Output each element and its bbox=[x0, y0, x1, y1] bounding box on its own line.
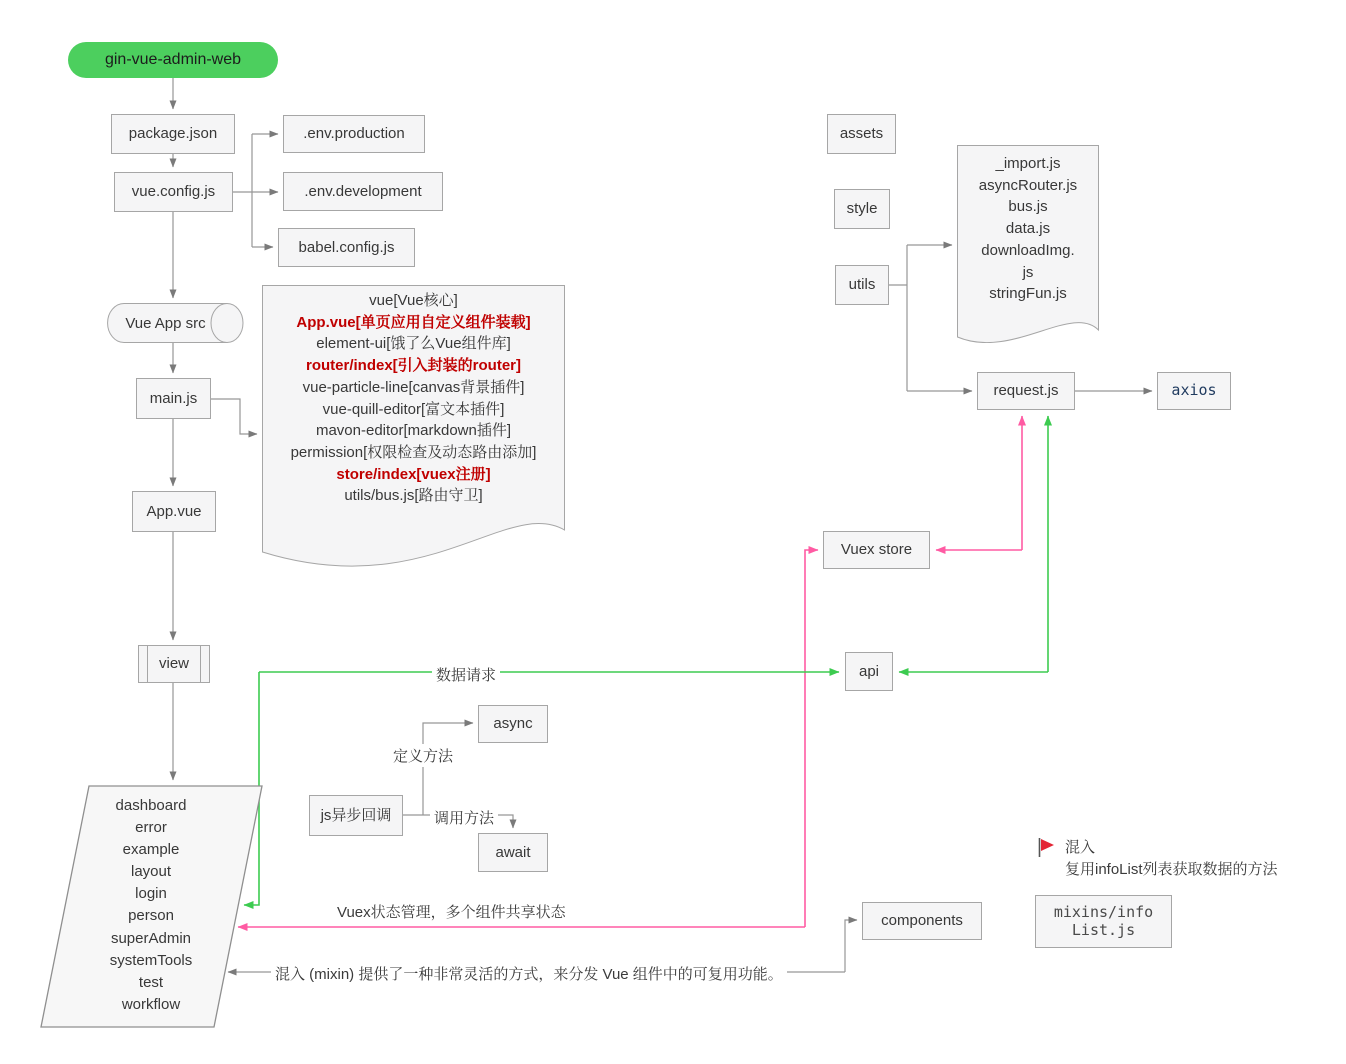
label-define-method: 定义方法 bbox=[389, 744, 457, 767]
main-doc-line: mavon-editor[markdown插件] bbox=[315, 422, 512, 440]
views-list bbox=[40, 795, 262, 1016]
app-vue-label: App.vue bbox=[146, 502, 202, 520]
style-label: style bbox=[846, 200, 878, 218]
node-env-development bbox=[283, 172, 443, 211]
utils-doc-line: _import.js bbox=[995, 155, 1061, 172]
edge-views-vuexstore bbox=[805, 550, 818, 927]
node-await bbox=[478, 833, 548, 872]
label-mixin-note: 混入 (mixin) 提供了一种非常灵活的方式，来分发 Vue 组件中的可复用功能。 bbox=[271, 962, 787, 985]
node-components bbox=[862, 902, 982, 940]
views-item: dashboard bbox=[115, 797, 187, 814]
utils-doc-line: asyncRouter.js bbox=[978, 176, 1078, 194]
node-utils bbox=[835, 265, 889, 305]
components-label: components bbox=[881, 912, 963, 930]
main-doc-text bbox=[262, 290, 565, 507]
views-item: login bbox=[135, 885, 167, 903]
node-async bbox=[478, 705, 548, 743]
js-callback-label: js异步回调 bbox=[320, 806, 392, 824]
utils-doc-line: data.js bbox=[1005, 220, 1051, 238]
views-item: layout bbox=[130, 863, 172, 881]
views-item: example bbox=[122, 841, 180, 859]
node-style bbox=[834, 189, 890, 229]
node-mixins-infolist bbox=[1035, 895, 1172, 948]
edge-mixin-components bbox=[845, 920, 857, 972]
utils-doc-line: js bbox=[1022, 263, 1034, 281]
node-babel-config-js bbox=[278, 228, 415, 267]
views-item: systemTools bbox=[109, 951, 193, 969]
label-vuex-note: Vuex状态管理，多个组件共享状态 bbox=[337, 904, 566, 921]
main-doc-line: store/index[vuex注册] bbox=[336, 465, 491, 483]
await-label: await bbox=[495, 843, 531, 861]
node-gin-vue-admin-web bbox=[68, 42, 278, 78]
label-data-request: 数据请求 bbox=[432, 663, 500, 686]
views-item: test bbox=[138, 973, 164, 991]
flag-icon bbox=[1037, 837, 1057, 859]
mixins-line1: mixins/info bbox=[1053, 903, 1154, 922]
utils-label: utils bbox=[848, 276, 876, 294]
label-call-method: 调用方法 bbox=[430, 806, 498, 829]
views-item: person bbox=[128, 907, 174, 925]
utils-doc-text bbox=[957, 153, 1099, 305]
views-item: error bbox=[135, 819, 167, 837]
node-axios bbox=[1157, 372, 1231, 410]
main-doc-line: utils/bus.js[路由守卫] bbox=[344, 487, 483, 505]
env-production-label: .env.production bbox=[303, 125, 405, 143]
vuex-store-label: Vuex store bbox=[840, 541, 913, 559]
main-doc-line: router/index[引入封装的router] bbox=[305, 357, 521, 375]
node-main-js bbox=[136, 378, 211, 419]
flag-note bbox=[1065, 837, 1278, 881]
main-doc-line: element-ui[饿了么Vue组件库] bbox=[316, 335, 511, 353]
api-label: api bbox=[858, 662, 880, 680]
babel-config-label: babel.config.js bbox=[298, 238, 395, 256]
node-env-production bbox=[283, 115, 425, 153]
view-inner-rails bbox=[147, 646, 201, 682]
views-item: workflow bbox=[121, 995, 181, 1013]
vue-config-label: vue.config.js bbox=[131, 183, 216, 201]
package-json-label: package.json bbox=[128, 125, 218, 143]
main-doc-line: permission[权限检查及动态路由添加] bbox=[290, 443, 537, 461]
request-js-label: request.js bbox=[993, 382, 1059, 400]
main-js-label: main.js bbox=[149, 389, 198, 407]
main-doc-line: vue[Vue核心] bbox=[369, 292, 458, 309]
node-api bbox=[845, 652, 893, 691]
node-js-callback bbox=[309, 795, 403, 836]
root-label: gin-vue-admin-web bbox=[104, 51, 242, 68]
node-request-js bbox=[977, 372, 1075, 410]
utils-doc-line: downloadImg. bbox=[981, 241, 1075, 259]
views-item: superAdmin bbox=[110, 929, 192, 947]
main-doc-line: vue-quill-editor[富文本插件] bbox=[322, 400, 505, 418]
node-app-vue bbox=[132, 491, 216, 532]
mixins-line2: List.js bbox=[1071, 920, 1136, 939]
assets-label: assets bbox=[839, 125, 884, 143]
main-doc-line: App.vue[单页应用自定义组件装载] bbox=[296, 313, 531, 331]
utils-doc-line: bus.js bbox=[1008, 198, 1048, 216]
flag-note-title: 混入 bbox=[1065, 839, 1096, 856]
utils-doc-line: stringFun.js bbox=[989, 285, 1067, 303]
env-development-label: .env.development bbox=[304, 182, 422, 200]
edge-define-async bbox=[423, 723, 473, 815]
edge-mainjs-doc bbox=[211, 399, 257, 434]
node-assets bbox=[827, 114, 896, 154]
axios-label: axios bbox=[1171, 381, 1217, 400]
main-doc-line: vue-particle-line[canvas背景插件] bbox=[302, 378, 525, 396]
node-vuex-store bbox=[823, 531, 930, 569]
node-view bbox=[138, 645, 210, 683]
node-vue-config-js bbox=[114, 172, 233, 212]
async-label: async bbox=[493, 715, 533, 733]
vue-app-src-label: Vue App src bbox=[125, 314, 206, 332]
flag-note-desc: 复用infoList列表获取数据的方法 bbox=[1065, 861, 1278, 878]
node-package-json bbox=[111, 114, 235, 154]
view-label: view bbox=[158, 655, 189, 673]
